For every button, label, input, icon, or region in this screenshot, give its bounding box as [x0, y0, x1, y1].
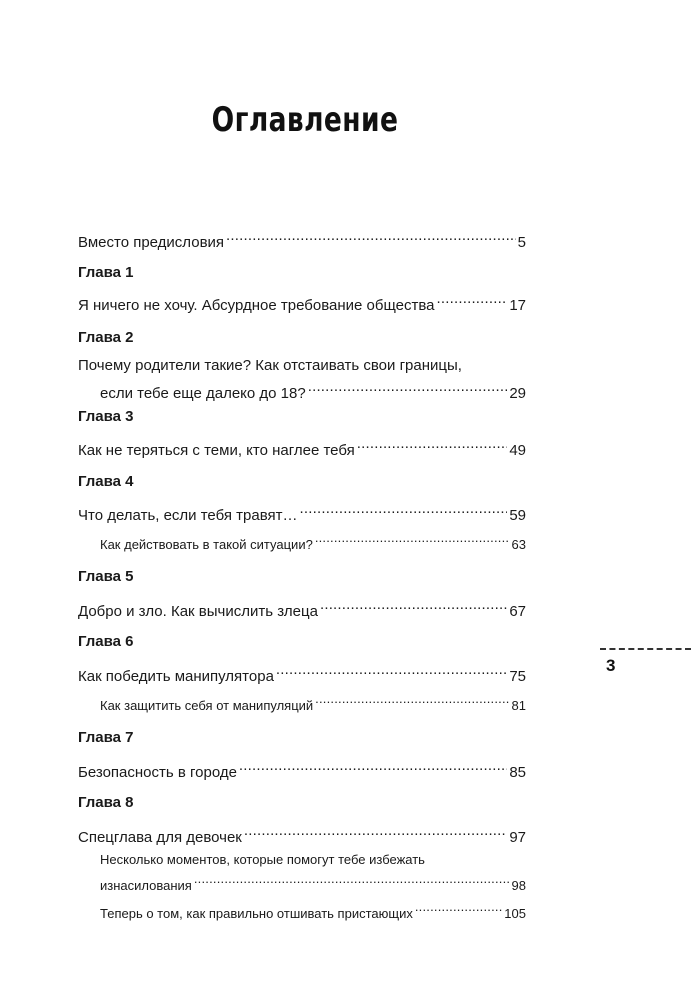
toc-entry-preface[interactable]	[78, 225, 526, 254]
toc-entry-text: Как действовать в такой ситуации?	[100, 537, 313, 552]
toc-entry-text: Как победить манипулятора	[78, 668, 274, 685]
toc-subentry-chapter8-1[interactable]	[100, 868, 526, 897]
toc-entry-chapter2-line1[interactable]: Почему родители такие? Как отстаивать свои границы,	[78, 357, 462, 374]
toc-entry-text: если тебе еще далеко до 18?	[100, 385, 306, 402]
dot-leader	[276, 659, 507, 681]
toc-entry-page: 81	[511, 698, 526, 713]
toc-entry-page: 59	[509, 507, 526, 524]
toc-entry-page: 97	[509, 829, 526, 846]
dot-leader	[308, 376, 508, 398]
toc-entry-text: Спецглава для девочек	[78, 829, 242, 846]
toc-entry-text: Вместо предисловия	[78, 234, 225, 251]
toc-entry-page: 17	[509, 297, 526, 314]
toc-entry-text: Что делать, если тебя травят…	[78, 507, 298, 524]
toc-entry-chapter1[interactable]	[78, 288, 526, 317]
toc-subentry-chapter8-2[interactable]	[100, 896, 526, 925]
dot-leader	[239, 755, 507, 777]
chapter-heading-7: Глава 7	[78, 729, 134, 746]
page-title: Оглавление	[211, 100, 399, 140]
page-edge-dashed-line	[600, 648, 691, 650]
dot-leader	[357, 433, 508, 455]
toc-entry-page: 67	[509, 603, 526, 620]
toc-subentry-chapter4[interactable]	[100, 527, 526, 556]
toc-entry-page: 63	[511, 537, 526, 552]
toc-entry-chapter7[interactable]	[78, 755, 526, 784]
toc-entry-text: Как не теряться с теми, кто наглее тебя	[78, 442, 355, 459]
chapter-heading-6: Глава 6	[78, 633, 134, 650]
dot-leader	[300, 498, 508, 520]
chapter-heading-8: Глава 8	[78, 794, 134, 811]
toc-entry-page: 5	[517, 234, 526, 251]
toc-entry-chapter2[interactable]	[100, 376, 526, 405]
chapter-heading-2: Глава 2	[78, 329, 134, 346]
chapter-heading-5: Глава 5	[78, 568, 134, 585]
toc-entry-text: Безопасность в городе	[78, 764, 237, 781]
chapter-heading-3: Глава 3	[78, 408, 134, 425]
toc-entry-page: 49	[509, 442, 526, 459]
dot-leader	[244, 820, 507, 842]
dot-leader	[437, 288, 508, 310]
chapter-heading-4: Глава 4	[78, 473, 134, 490]
toc-entry-page: 105	[504, 906, 526, 921]
toc-entry-page: 85	[509, 764, 526, 781]
toc-entry-page: 98	[511, 878, 526, 893]
toc-entry-text: Добро и зло. Как вычислить злеца	[78, 603, 318, 620]
toc-subentry-chapter6[interactable]	[100, 688, 526, 717]
toc-subentry-chapter8-1-line1[interactable]: Несколько моментов, которые помогут тебе избежать	[100, 852, 425, 867]
dot-leader	[194, 868, 510, 890]
toc-entry-chapter3[interactable]	[78, 433, 526, 462]
chapter-heading-1: Глава 1	[78, 264, 134, 281]
toc-entry-chapter8[interactable]	[78, 820, 526, 849]
dot-leader	[415, 896, 502, 918]
toc-entry-text: Теперь о том, как правильно отшивать пристающих	[100, 906, 413, 921]
dot-leader	[315, 688, 509, 710]
dot-leader	[226, 225, 516, 247]
toc-entry-page: 75	[509, 668, 526, 685]
dot-leader	[315, 527, 510, 549]
toc-entry-chapter4[interactable]	[78, 498, 526, 527]
toc-entry-text: Как защитить себя от манипуляций	[100, 698, 314, 713]
toc-entry-text: изнасилования	[100, 878, 192, 893]
page-number: 3	[606, 656, 616, 675]
dot-leader	[320, 594, 507, 616]
toc-entry-chapter6[interactable]	[78, 659, 526, 688]
toc-entry-page: 29	[509, 385, 526, 402]
toc-entry-chapter5[interactable]	[78, 594, 526, 623]
toc-entry-text: Я ничего не хочу. Абсурдное требование общества	[78, 297, 435, 314]
